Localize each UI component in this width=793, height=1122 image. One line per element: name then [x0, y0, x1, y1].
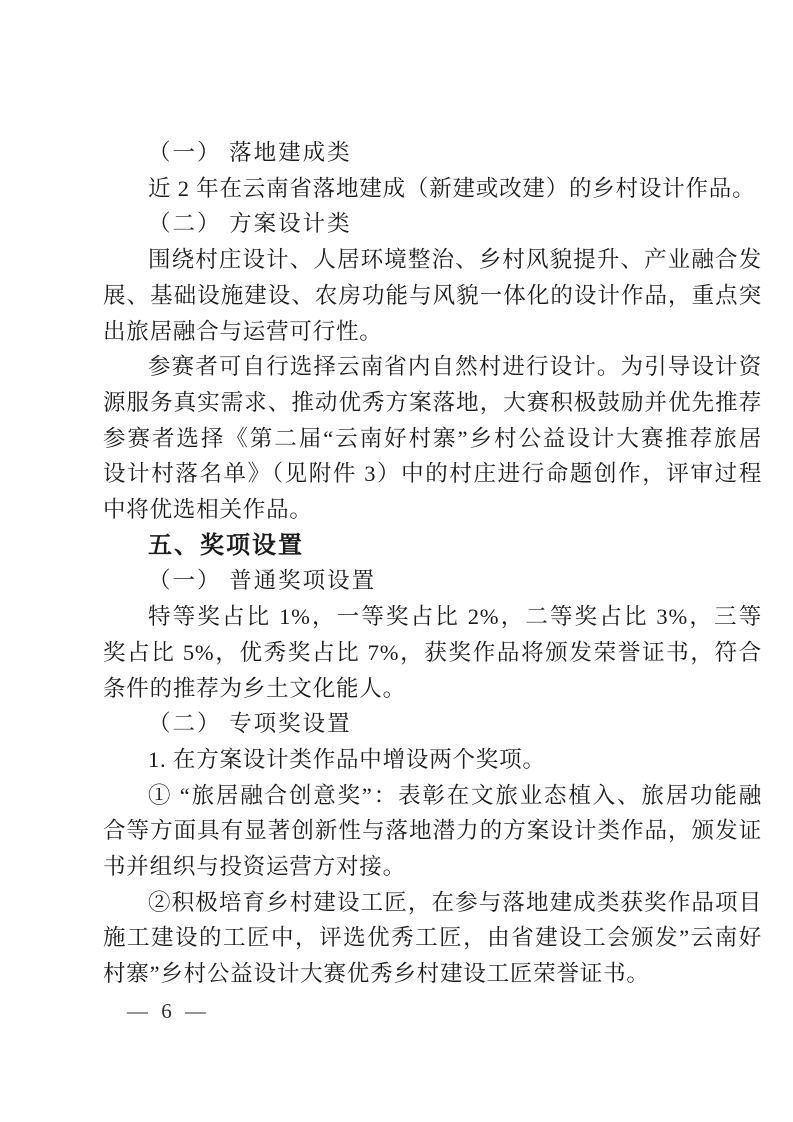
body-line: 源服务真实需求、推动优秀方案落地，大赛积极鼓励并优先推荐: [103, 389, 762, 415]
subsection-heading-general-awards: （一） 普通奖项设置: [148, 568, 377, 594]
body-line: 参赛者选择《第二届“云南好村寨”乡村公益设计大赛推荐旅居: [103, 425, 762, 451]
document-body: [103, 135, 762, 992]
body-line: 展、基础设施建设、农房功能与风貌一体化的设计作品，重点突: [103, 282, 762, 308]
section-heading-awards-setup: 五、奖项设置: [148, 531, 304, 559]
subsection-heading-scheme-design: （二） 方案设计类: [148, 211, 352, 237]
body-line: 特等奖占比 1%，一等奖占比 2%，二等奖占比 3%，三等: [148, 604, 762, 630]
body-line: ① “旅居融合创意奖”：表彰在文旅业态植入、旅居功能融: [148, 782, 762, 808]
page-number: — 6 —: [127, 998, 210, 1023]
subsection-heading-special-awards: （二） 专项奖设置: [148, 711, 352, 737]
body-line: 奖占比 5%，优秀奖占比 7%，获奖作品将颁发荣誉证书，符合: [103, 639, 762, 665]
body-line: 施工建设的工匠中，评选优秀工匠，由省建设工会颁发”云南好: [103, 925, 762, 951]
body-line: 1. 在方案设计类作品中增设两个奖项。: [148, 746, 546, 772]
body-line: 参赛者可自行选择云南省内自然村进行设计。为引导设计资: [148, 354, 762, 380]
body-line: 村寨”乡村公益设计大赛优秀乡村建设工匠荣誉证书。: [103, 961, 650, 987]
body-line: 中将优选相关作品。: [103, 497, 313, 523]
body-line: 条件的推荐为乡土文化能人。: [103, 675, 406, 701]
body-line: 围绕村庄设计、人居环境整治、乡村风貌提升、产业融合发: [148, 247, 762, 273]
body-line: 近 2 年在云南省落地建成（新建或改建）的乡村设计作品。: [148, 175, 756, 201]
body-line: 出旅居融合与运营可行性。: [103, 318, 383, 344]
body-line: ②积极培育乡村建设工匠，在参与落地建成类获奖作品项目: [148, 889, 762, 915]
body-line: 合等方面具有显著创新性与落地潜力的方案设计类作品，颁发证: [103, 818, 762, 844]
body-line: 书并组织与投资运营方对接。: [103, 854, 406, 880]
body-line: 设计村落名单》（见附件 3）中的村庄进行命题创作，评审过程: [103, 461, 762, 487]
subsection-heading-landed-category: （一） 落地建成类: [148, 140, 352, 165]
